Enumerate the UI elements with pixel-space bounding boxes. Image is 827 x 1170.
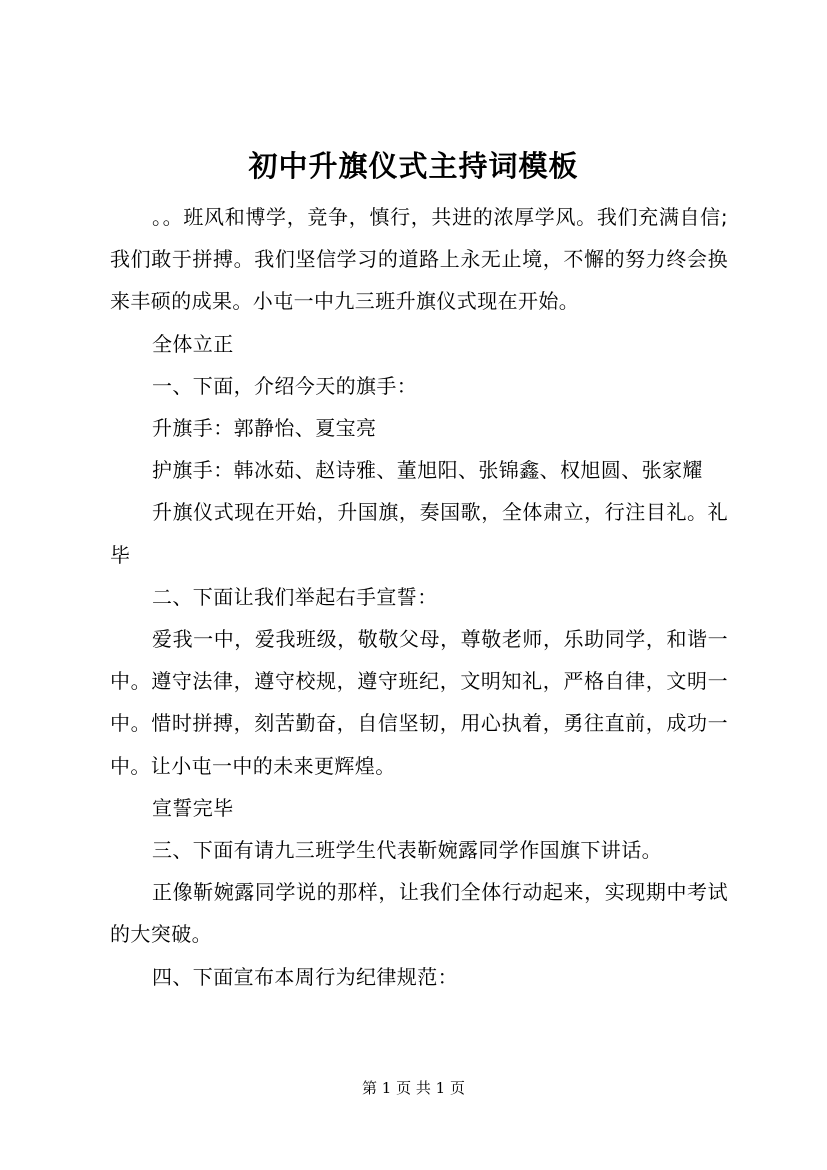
paragraph-oath-end: 宣誓完毕 [152,795,234,820]
paragraph-call-to-action: 正像靳婉露同学说的那样，让我们全体行动起来，实现期中考试的大突破。 [110,880,728,947]
paragraph-oath: 爱我一中，爱我班级，敬敬父母，尊敬老师，乐助同学，和谐一中。遵守法律，遵守校规，遵守班纪，文明知礼，严格自律，文明一中。惜时拼搏，刻苦勤奋，自信坚韧，用心执着，勇往直前，成功一中。让小屯一中的未来更辉煌。 [110,627,728,778]
paragraph-attention: 全体立正 [152,331,234,356]
paragraph-flag-guards: 护旗手：韩冰茹、赵诗雅、董旭阳、张锦鑫、权旭圆、张家耀 [152,458,703,483]
paragraph-section-four: 四、下面宣布本周行为纪律规范： [152,964,458,989]
paragraph-section-three: 三、下面有请九三班学生代表靳婉露同学作国旗下讲话。 [152,838,662,863]
document-title: 初中升旗仪式主持词模板 [248,149,579,183]
paragraph-section-one: 一、下面，介绍今天的旗手： [152,373,418,398]
page-number-label: 第 1 页 共 1 页 [362,1079,465,1097]
paragraph-flag-raisers: 升旗手：郭静怡、夏宝亮 [152,416,377,441]
page-footer [0,1078,827,1098]
document-body [110,196,728,998]
paragraph-section-two: 二、下面让我们举起右手宣誓： [152,584,438,609]
paragraph-intro: 。。班风和博学，竞争，慎行，共进的浓厚学风。我们充满自信;我们敢于拼搏。我们坚信学习的道路上永无止境，不懈的努力终会换来丰硕的成果。小屯一中九三班升旗仪式现在开始。 [110,205,728,314]
paragraph-ceremony-start: 升旗仪式现在开始，升国旗，奏国歌，全体肃立，行注目礼。礼毕 [110,500,728,567]
